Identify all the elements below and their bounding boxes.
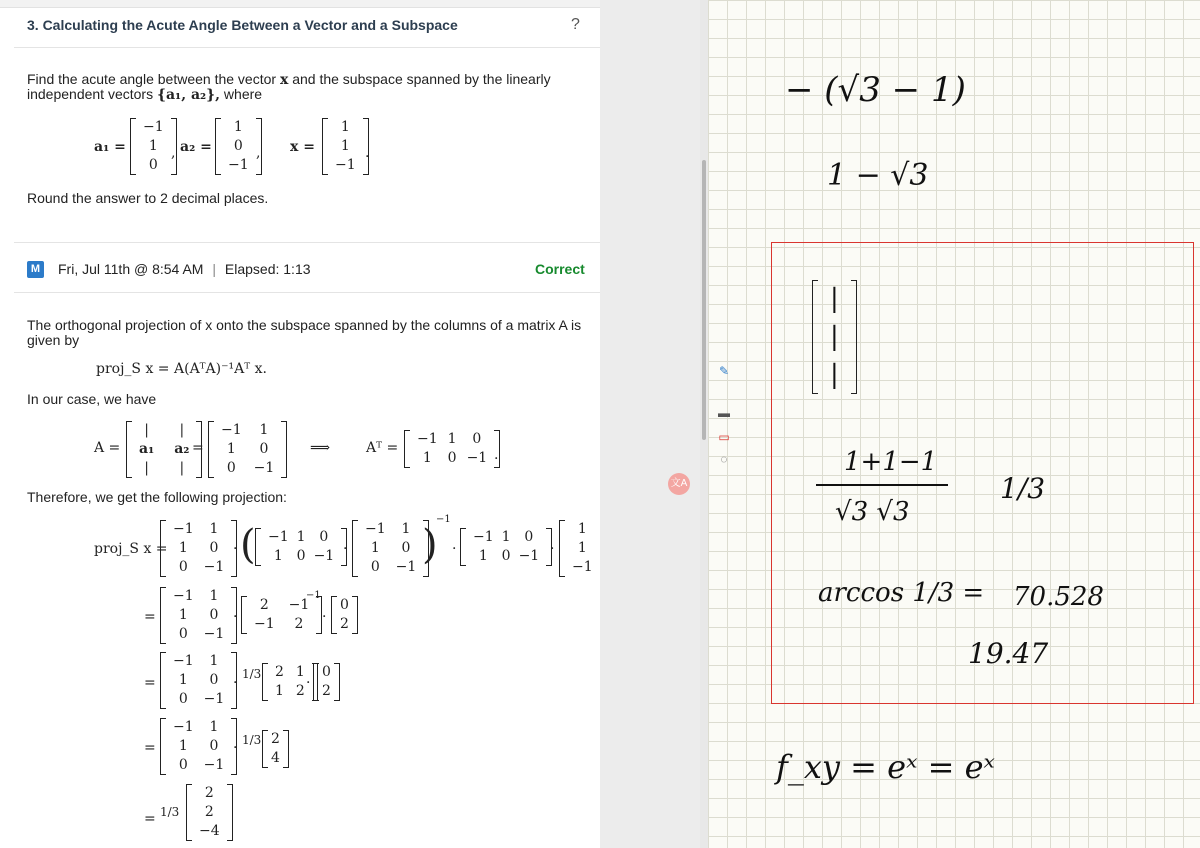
step3-A: −1 1 1 0 0 −1 <box>160 652 237 709</box>
A-columns: | | a₁ a₂ | | <box>126 421 202 478</box>
AT-label: Aᵀ = <box>366 440 399 456</box>
solution-intro-2: given by <box>27 332 80 348</box>
step3-vec: 0 2 <box>313 663 340 701</box>
submission-divider <box>14 242 600 243</box>
step1-x: 1 1 −1 <box>559 520 600 577</box>
note-line-2: 1 − √3 <box>827 158 929 193</box>
prompt-line-1: Find the acute angle between the vector x and the subspace spanned by the linearly <box>27 71 551 88</box>
step2-A: −1 1 1 0 0 −1 <box>160 587 237 644</box>
title-divider <box>14 47 600 48</box>
note-ones-vector: | | | <box>812 280 857 394</box>
status-badge: Correct <box>535 261 585 277</box>
x-label: x = <box>290 139 315 155</box>
step4-A: −1 1 1 0 0 −1 <box>160 718 237 775</box>
projection-formula: proj_S x = A(AᵀA)⁻¹Aᵀ x. <box>96 361 267 377</box>
A-matrix: −1 1 1 0 0 −1 <box>208 421 287 478</box>
therefore-text: Therefore, we get the following projection: <box>27 489 287 505</box>
a2-label: a₂ = <box>180 139 212 155</box>
submission-datetime: Fri, Jul 11th @ 8:54 AM | Elapsed: 1:13 <box>58 261 311 277</box>
proj-label: proj_S x = <box>94 541 168 557</box>
note-line-1: − (√3 − 1) <box>785 70 966 110</box>
eraser-tool-icon[interactable]: ▭ <box>718 430 730 444</box>
question-panel: 3. Calculating the Acute Angle Between a Vector and a Subspace ? Find the acute angle between the vector x and the subspace spanned by the linearly independent vectors {a₁, a₂}, where a₁ = −1 1 0 , a₂ = 1 0 −1 , x = 1 1 −1 . Round the answer to 2 decimal places. M Fri, Jul 11th @ 8:54 AM | Elapsed: 1:13 Correct The orthogonal projection of x onto the subspace spanned by the columns of a matrix A is given by proj_S x = A(AᵀA)⁻¹Aᵀ x. In our case, we have A = | | a₁ a₂ | | = −1 1 1 0 0 −1 ⟹ Aᵀ = −1 1 0 1 0 −1 . Therefore, we get the following projection: proj_S x = −1 1 1 0 0 −1 · ( −1 1 0 1 0 −1 · −1 1 1 0 0 −1 ) −1 · −1 1 0 1 0 −1 · 1 1 −1 = −1 1 1 0 0 −1 · 2 −1 −1 2 −1 · 0 2 = −1 1 1 0 0 −1 · 1/3 2 1 1 2 · 0 2 = −1 1 1 0 0 −1 · 1/3 2 4 = 1/3 2 2 −4 <box>0 0 600 848</box>
top-strip <box>0 0 600 8</box>
note-val-2: 19.47 <box>968 637 1049 670</box>
marker-tool-icon[interactable]: ▬ <box>718 406 730 420</box>
help-icon[interactable]: ? <box>571 16 580 33</box>
step1-A2: −1 1 1 0 0 −1 <box>352 520 429 577</box>
note-one-third: 1/3 <box>1000 472 1046 505</box>
note-bottom: f_xy = eˣ = eˣ <box>776 748 995 786</box>
a1-label: a₁ = <box>94 139 126 155</box>
a1-vector: −1 1 0 <box>130 118 177 175</box>
pen-tool-icon[interactable]: ✎ <box>718 364 730 378</box>
step2-vec: 0 2 <box>331 596 358 634</box>
step1-A: −1 1 1 0 0 −1 <box>160 520 237 577</box>
solution-divider <box>14 292 600 293</box>
round-note: Round the answer to 2 decimal places. <box>27 190 269 206</box>
step1-AT2: −1 1 0 1 0 −1 <box>460 528 552 566</box>
A-label: A = <box>94 440 121 456</box>
question-title: 3. Calculating the Acute Angle Between a Vector and a Subspace <box>27 17 458 33</box>
x-vector: 1 1 −1 <box>322 118 369 175</box>
translate-icon[interactable]: 文A <box>668 473 690 495</box>
implies-arrow: ⟹ <box>310 440 331 456</box>
note-arccos: arccos 1/3 = <box>818 578 985 608</box>
submission-badge: M <box>27 261 44 278</box>
note-val-1: 70.528 <box>1013 582 1104 612</box>
case-text: In our case, we have <box>27 391 157 407</box>
one-third: 1/3 <box>242 667 262 681</box>
step3-matrix: 2 1 1 2 <box>262 663 318 701</box>
step2-inverse: 2 −1 −1 2 <box>241 596 322 634</box>
note-denominator: √3 √3 <box>835 497 910 527</box>
scrollbar[interactable] <box>702 160 706 440</box>
step1-AT: −1 1 0 1 0 −1 <box>255 528 347 566</box>
step4-vec: 2 4 <box>262 730 289 768</box>
solution-intro-1: The orthogonal projection of x onto the subspace spanned by the columns of a matrix A is <box>27 317 582 333</box>
AT-matrix: −1 1 0 1 0 −1 <box>404 430 500 468</box>
a2-vector: 1 0 −1 <box>215 118 262 175</box>
prompt-line-2: independent vectors {a₁, a₂}, where <box>27 86 263 103</box>
final-vector: 2 2 −4 <box>186 784 233 841</box>
lasso-tool-icon[interactable]: ◌ <box>720 452 728 466</box>
note-numerator: 1+1−1 <box>844 447 938 477</box>
